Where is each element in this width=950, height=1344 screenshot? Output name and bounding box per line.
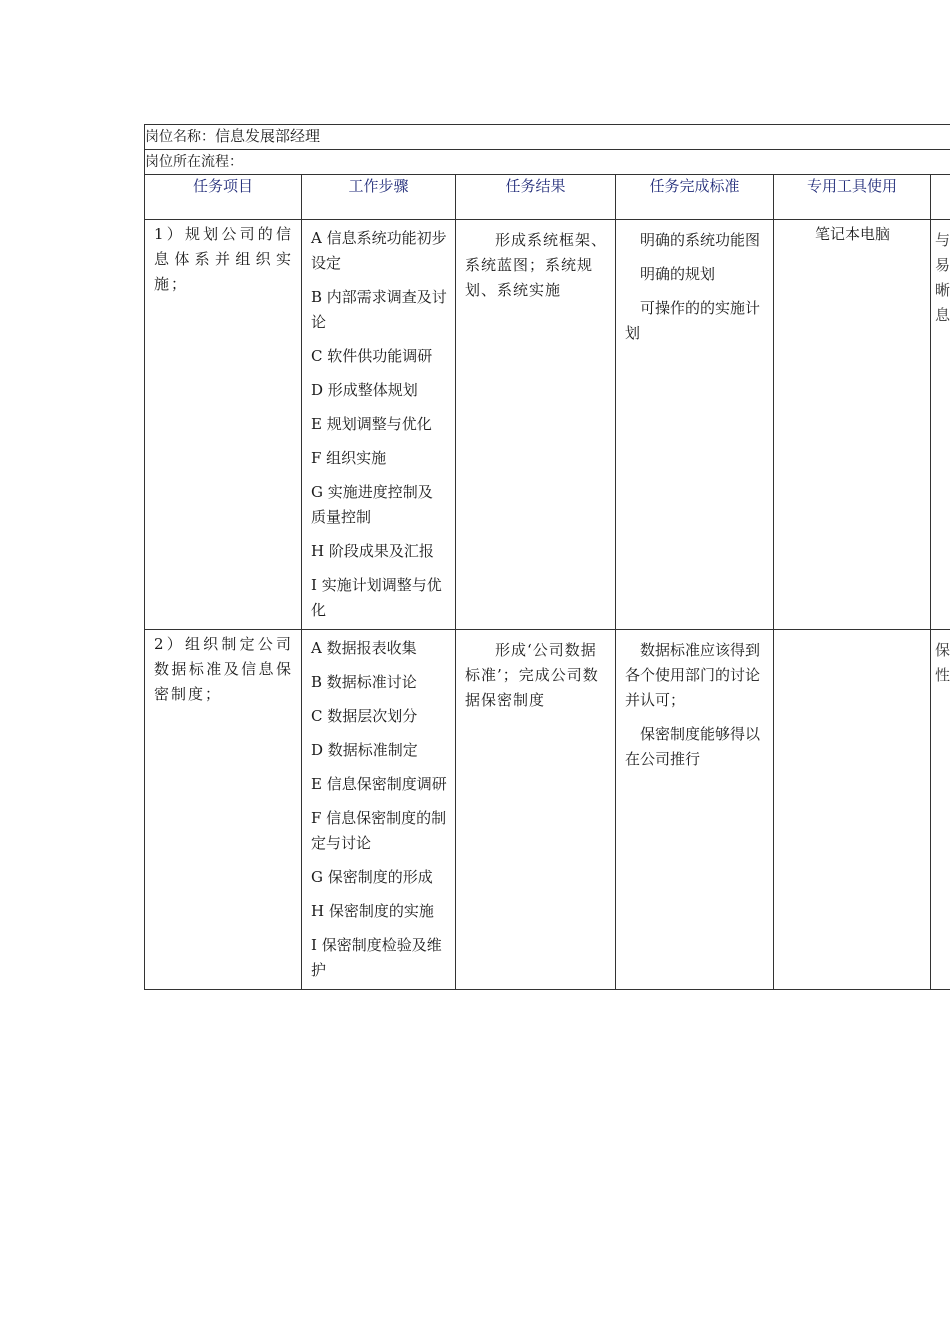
completion-standard: 可操作的的实施计划: [625, 299, 761, 342]
table-row: [145, 630, 950, 990]
column-header-task-result: 任务结果: [456, 175, 616, 220]
task-item-text: 2）组织制定公司数据标准及信息保密制度；: [154, 635, 293, 703]
extra-column-text: 保 性: [935, 641, 950, 684]
job-title-value: 信息发展部经理: [215, 127, 321, 145]
completion-standard: 数据标准应该得到各个使用部门的讨论并认可；: [625, 641, 761, 709]
task-result-text: 形成‘公司数据标准’；完成公司数据保密制度: [465, 641, 599, 709]
completion-standard-list: [616, 220, 773, 361]
process-row: [145, 150, 950, 175]
process-label: 岗位所在流程：: [145, 154, 243, 170]
column-header-completion-standard: 任务完成标准: [616, 175, 774, 220]
extra-column-text: 与 易 晰 息: [935, 231, 950, 324]
work-step: H 保密制度的实施: [311, 902, 434, 920]
work-step: I 实施计划调整与优化: [311, 576, 442, 619]
completion-standard: 明确的系统功能图: [640, 231, 761, 249]
work-step: H 阶段成果及汇报: [311, 542, 434, 560]
work-step: A 信息系统功能初步设定: [311, 229, 447, 272]
table-row: [145, 220, 950, 630]
work-step: D 形成整体规划: [311, 381, 418, 399]
completion-standard: 明确的规划: [640, 265, 716, 283]
work-step: I 保密制度检验及维护: [311, 936, 442, 979]
work-step: C 软件供功能调研: [311, 347, 433, 365]
work-step: B 内部需求调查及讨论: [311, 288, 447, 331]
column-header-extra: [931, 175, 950, 220]
work-step: F 组织实施: [311, 449, 387, 467]
task-item-text: 1）规划公司的信息体系并组织实施；: [154, 225, 293, 293]
job-title-row: [145, 125, 950, 150]
work-step: E 信息保密制度调研: [311, 775, 447, 793]
tool-text: [774, 630, 930, 638]
column-header-task-item: 任务项目: [145, 175, 302, 220]
work-step: G 保密制度的形成: [311, 868, 433, 886]
job-description-table: [144, 124, 950, 990]
completion-standard: 保密制度能够得以在公司推行: [625, 725, 761, 768]
column-header-work-steps: 工作步骤: [302, 175, 456, 220]
work-step: B 数据标准讨论: [311, 673, 417, 691]
work-steps-list: [302, 630, 455, 989]
work-step: A 数据报表收集: [311, 639, 417, 657]
column-header-tools: 专用工具使用: [774, 175, 931, 220]
work-step: G 实施进度控制及质量控制: [311, 483, 433, 526]
work-step: D 数据标准制定: [311, 741, 418, 759]
job-title-label: 岗位名称：: [145, 129, 215, 145]
work-step: E 规划调整与优化: [311, 415, 432, 433]
tool-text: 笔记本电脑: [814, 225, 890, 243]
task-result-text: 形成系统框架、系统蓝图；系统规划、系统实施: [465, 231, 608, 299]
completion-standard-list: [616, 630, 773, 787]
work-steps-list: [302, 220, 455, 629]
job-description-sheet: [144, 124, 950, 990]
work-step: C 数据层次划分: [311, 707, 418, 725]
work-step: F 信息保密制度的制定与讨论: [311, 809, 447, 852]
column-header-row: [145, 175, 950, 220]
